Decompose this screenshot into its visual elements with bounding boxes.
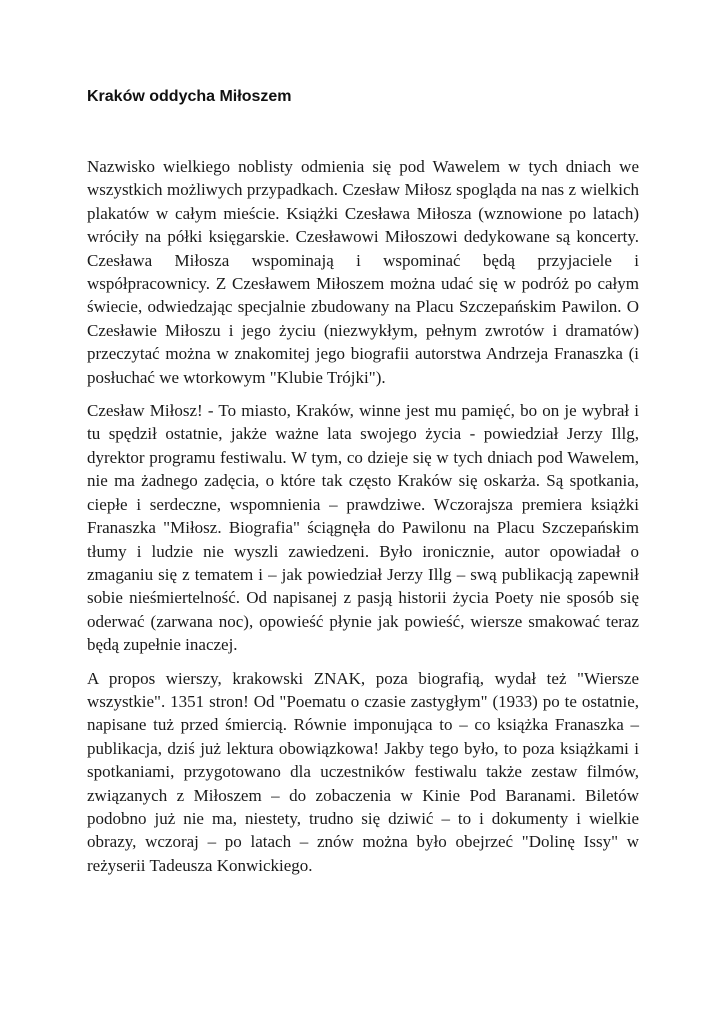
article-paragraph-3: A propos wierszy, krakowski ZNAK, poza biografią, wydał też "Wiersze wszystkie". 1351 stron! Od "Poematu o czasie zastygłym" (1933) po te ostatnie, napisane tuż przed śmiercią. Równie imponująca to – co książka Franaszka – publikacja, dziś już lektura obowiązkowa! Jakby tego było, to poza książkami i spotkaniami, przygotowano dla uczestników festiwalu także zestaw filmów, związanych z Miłoszem – do zobaczenia w Kinie Pod Baranami. Biletów podobno już nie ma, niestety, trudno się dziwić – to i dokumenty i wielkie obrazy, wczoraj – po latach – znów można było obejrzeć "Dolinę Issy" w reżyserii Tadeusza Konwickiego. [87,668,639,875]
article-title: Kraków oddycha Miłoszem [87,88,292,105]
article-paragraph-1: Nazwisko wielkiego noblisty odmienia się pod Wawelem w tych dniach we wszystkich możliwych przypadkach. Czesław Miłosz spogląda na nas z wielkich plakatów w całym mieście. Książki Czesława Miłosza (wznowione po latach) wróciły na półki księgarskie. Czesławowi Miłoszowi dedykowane są koncerty. Czesława Miłosza wspominają i wspominać będą przyjaciele i współpracownicy. Z Czesławem Miłoszem można udać się w podróż po całym świecie, odwiedzając specjalnie zbudowany na Placu Szczepańskim Pawilon. O Czesławie Miłoszu i jego życiu (niezwykłym, pełnym zwrotów i dramatów) przeczytać można w znakomitej jego biografii autorstwa Andrzeja Franaszka (i posłuchać we wtorkowym "Klubie Trójki"). [87,157,639,387]
document-page [87,86,639,887]
article-paragraph-2: Czesław Miłosz! - To miasto, Kraków, winne jest mu pamięć, bo on je wybrał i tu spędził ostatnie, jakże ważne lata swojego życia - powiedział Jerzy Illg, dyrektor programu festiwalu. W tym, co dzieje się w tych dniach pod Wawelem, nie ma żadnego zadęcia, o które tak często Kraków się oskarża. Są spotkania, ciepłe i serdeczne, wspomnienia – prawdziwe. Wczorajsza premiera książki Franaszka "Miłosz. Biografia" ściągnęła do Pawilonu na Placu Szczepańskim tłumy i ludzie nie wyszli zawiedzeni. Było ironicznie, autor opowiadał o zmaganiu się z tematem i – jak powiedział Jerzy Illg – swą publikacją zapewnił sobie nieśmiertelność. Od napisanej z pasją historii życia Poety nie sposób się oderwać (zarwana noc), opowieść płynie jak powieść, wiersze smakować teraz będą zupełnie inaczej. [87,401,639,655]
